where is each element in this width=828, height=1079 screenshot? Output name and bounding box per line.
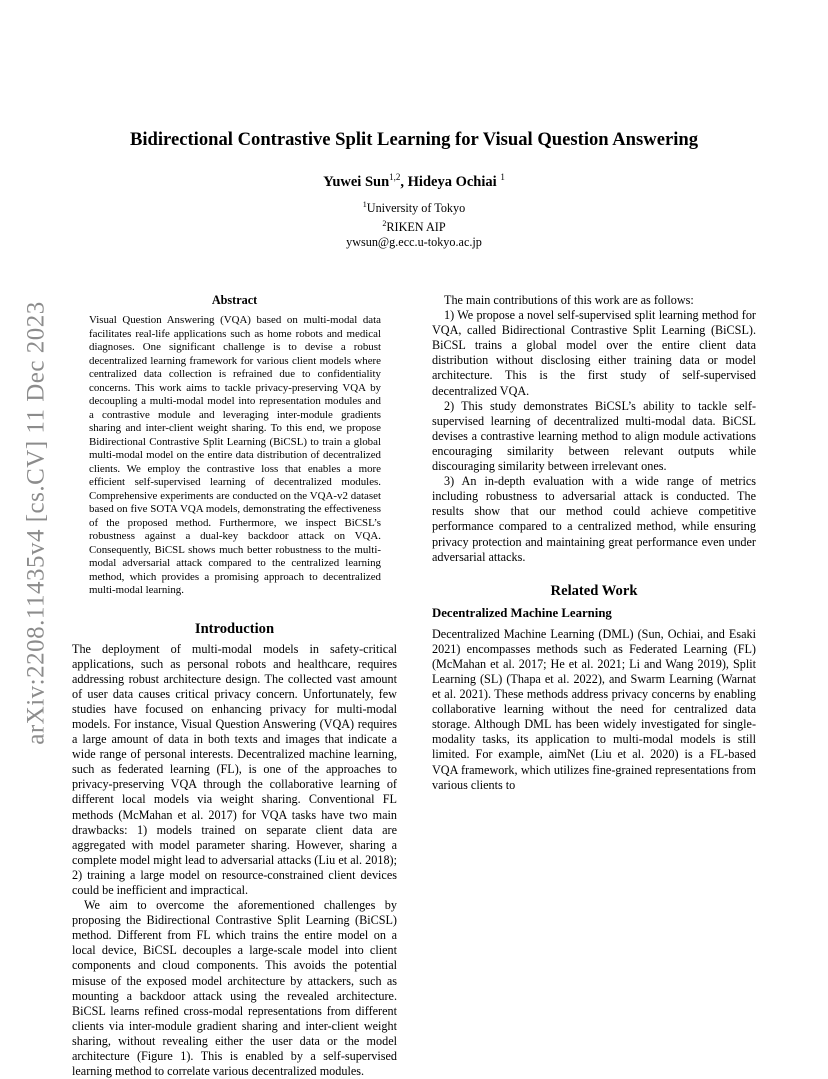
author-separator: , [400,173,408,190]
affiliation-line [0,216,828,235]
author-name: Yuwei Sun [323,173,390,190]
affiliations [0,197,828,250]
paragraph: The deployment of multi-modal models in safety-critical applications, such as personal robots and healthcare, requires addressing robust architecture design. The collected vast amount of user data causes critical privacy concern. Unfortunately, few studies have focused on enhancing privacy for multi-modal models. For instance, Visual Question Answering (VQA) requires a large amount of data in both texts and images that indicate a wide range of personal interests. Decentralized machine learning, such as federated learning (FL), is one of the approaches to privacy-preserving VQA through the collaborative learning of different local models via weight sharing. Conventional FL methods (McMahan et al. 2017) for VQA tasks have two main drawbacks: 1) models trained on separate client data are aggregated with model parameter sharing. However, sharing a complete model might lead to adversarial attacks (Liu et al. 2018); 2) training a large model on resource-constrained client devices could be inefficient and impractical. [72,641,397,897]
paper-title: Bidirectional Contrastive Split Learning for Visual Question Answering [129,129,699,150]
author-affiliation-mark: 1,2 [389,172,401,182]
arxiv-stamp-text: arXiv:2208.11435v4 [cs.CV] 11 Dec 2023 [23,300,50,745]
author-line [0,172,828,191]
affiliation-text: University of Tokyo [366,201,466,216]
paragraph: 2) This study demonstrates BiCSL’s ability to tackle self-supervised learning of decentralized multi-modal data. BiCSL devises a contrastive learning method to align module activations encouraging similarity between relevant outputs while discouraging similarity between irrelevant ones. [432,398,756,474]
affiliation-line [0,197,828,216]
right-column [432,293,756,793]
author-email: ywsun@g.ecc.u-tokyo.ac.jp [346,235,482,250]
affiliation-mark: 1 [362,200,367,209]
author-name: Hideya Ochiai [407,173,497,190]
author-affiliation-mark: 1 [500,172,505,182]
paragraph: 1) We propose a novel self-supervised split learning method for VQA, called Bidirectional Contrastive Split Learning (BiCSL). BiCSL trains a global model over the entire client data distribution without disclosing either training data or model architecture. This is the first study of self-supervised decentralized VQA. [432,308,756,398]
abstract-text: Visual Question Answering (VQA) based on multi-modal data facilitates real-life applications such as home robots and medical diagnoses. One significant challenge is to devise a robust decentralized learning framework for various client models where centralized data collection is refrained due to confidentiality concerns. This work aims to tackle privacy-preserving VQA by decoupling a multi-modal model into representation modules and a contrastive module and leveraging inter-module gradients sharing and inter-client weight sharing. To this end, we propose Bidirectional Contrastive Split Learning (BiCSL) to train a global multi-modal model on the entire data distribution of decentralized clients. We employ the contrastive loss that enables a more efficient self-supervised learning of decentralized modules. Comprehensive experiments are conducted on the VQA-v2 dataset based on five SOTA VQA models, demonstrating the effectiveness of the proposed method. Furthermore, we inspect BiCSL’s robustness against a dual-key backdoor attack on VQA. Consequently, BiCSL shows much better robustness to the multi-modal adversarial attack compared to the centralized learning method, which provides a promising approach to decentralized multi-modal learning. [89,314,381,596]
abstract-heading: Abstract [211,293,258,307]
arxiv-side-stamp [20,285,54,760]
paragraph: Decentralized Machine Learning (DML) (Sun, Ochiai, and Esaki 2021) encompasses methods such as Federated Learning (FL) (McMahan et al. 2017; He et al. 2021; Li and Wang 2019), Split Learning (SL) (Thapa et al. 2022), and Swarm Learning (Warnat et al. 2021). These methods address privacy concerns by enabling collaborative learning without the need for centralized data storage. Although DML has been widely investigated for single-modality tasks, its application to multi-modal models is still limited. For example, aimNet (Liu et al. 2020) is a FL-based VQA framework, which utilizes fine-grained representations from various clients to [432,626,756,792]
paragraph: 3) An in-depth evaluation with a wide range of metrics including robustness to adversarial attack is conducted. The results show that our method could achieve competitive performance compared to a centralized method, while ensuring privacy protection and maintaining great performance even under adversarial attacks. [432,474,756,564]
introduction-heading: Introduction [194,620,275,637]
subsection-heading: Decentralized Machine Learning [432,605,612,620]
related-work-heading: Related Work [550,582,638,599]
paragraph: We aim to overcome the aforementioned challenges by proposing the Bidirectional Contrastive Split Learning (BiCSL) method. Different from FL which trains the entire model on a local device, BiCSL decouples a large-scale model into client components and cloud components. This avoids the potential misuse of the exposed model architecture by attackers, such as mounting a backdoor attack using the revealed architecture. BiCSL learns refined cross-modal representations from different clients via inter-module gradient sharing and inter-client weight sharing, without revealing either the user data or the model architecture (Figure 1). This is enabled by a self-supervised learning method to correlate various decentralized modules. [72,898,397,1079]
affiliation-text: RIKEN AIP [386,220,446,235]
left-column [72,293,397,1079]
affiliation-mark: 2 [382,219,387,229]
paragraph: The main contributions of this work are as follows: [444,293,694,307]
